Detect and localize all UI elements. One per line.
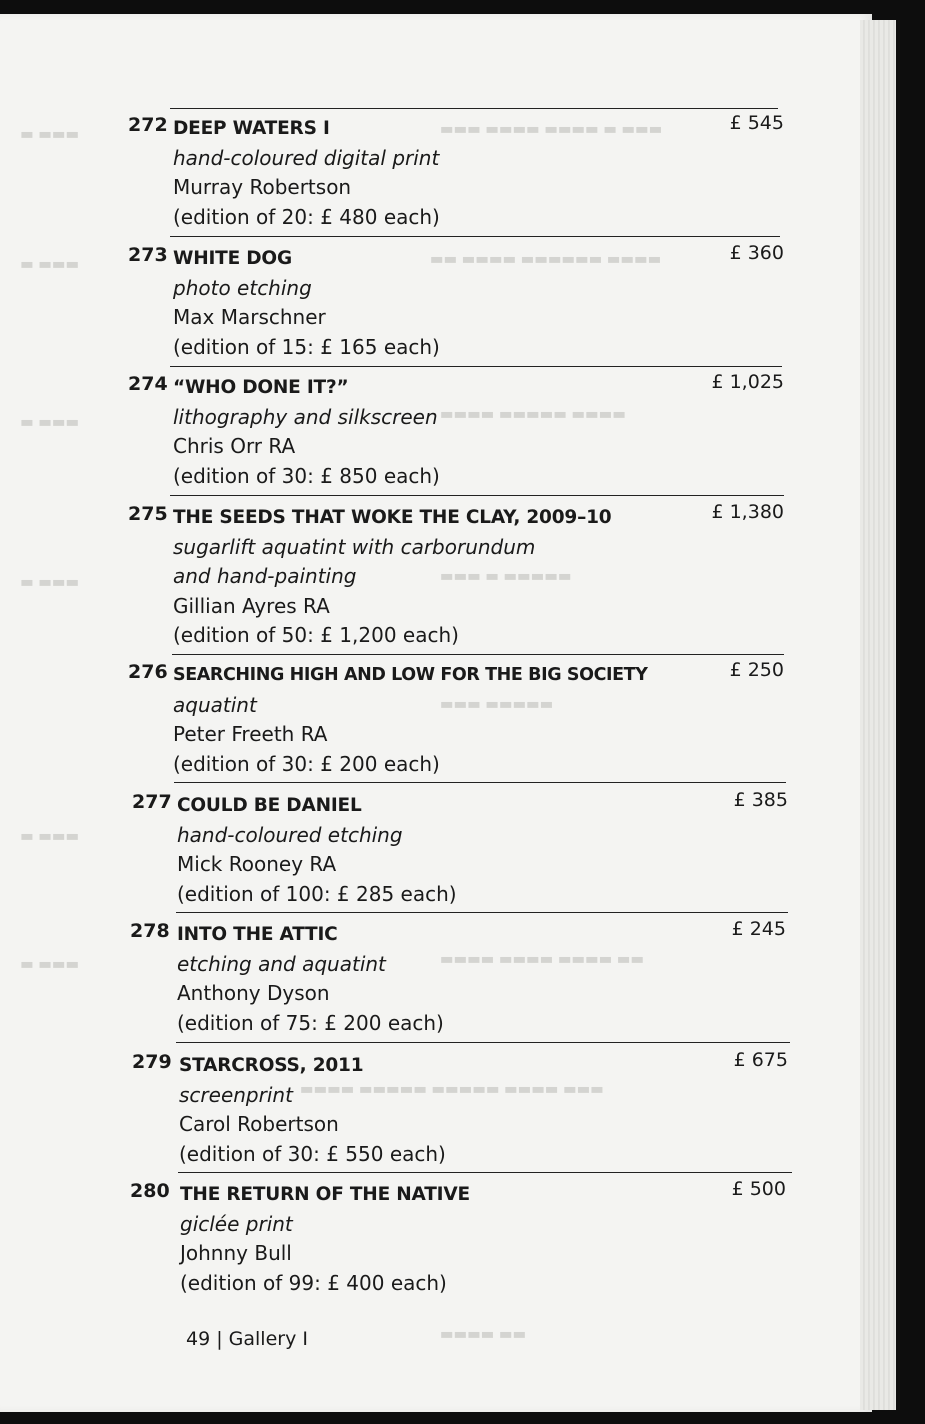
edition-info: (edition of 30: £ 850 each): [173, 463, 440, 488]
entry-number: 273: [128, 244, 168, 266]
edition-info: (edition of 30: £ 550 each): [179, 1141, 446, 1166]
artist-name: Mick Rooney RA: [177, 852, 337, 876]
artist-name: Anthony Dyson: [177, 981, 330, 1005]
artist-name: Carol Robertson: [179, 1112, 339, 1136]
artwork-title: SEARCHING HIGH AND LOW FOR THE BIG SOCIETY: [173, 665, 648, 685]
artwork-price: £ 1,025: [711, 371, 784, 393]
artist-name: Gillian Ayres RA: [173, 593, 330, 618]
artist-name: Chris Orr RA: [173, 434, 296, 458]
entry-divider: [170, 366, 782, 367]
entry-divider: [174, 782, 786, 783]
artwork-price: £ 500: [731, 1178, 786, 1200]
artwork-title: INTO THE ATTIC: [177, 924, 338, 945]
entry-number: 275: [128, 503, 168, 525]
artist-name: Murray Robertson: [173, 175, 352, 199]
edition-info: (edition of 75: £ 200 each): [177, 1010, 444, 1035]
catalogue-page: ▬▬▬ ▬ ▬▬▬▬ ▬▬▬▬ ▬▬▬ ▬ ▬▬▬ ▬▬▬▬ ▬▬▬▬▬▬ ▬▬▬▬ ▬▬ ▬ ▬▬▬ ▬▬▬▬ ▬▬▬▬▬ ▬▬▬▬ ▬ ▬▬▬ ▬▬▬▬▬ ▬ ▬▬▬ ▬ ▬▬▬ ▬▬▬▬▬ ▬▬▬ ▬ ▬▬▬ ▬▬ ▬▬▬▬ ▬▬▬▬ ▬▬▬▬ ▬ ▬▬▬ ▬▬▬ ▬▬▬▬ ▬▬▬▬▬ ▬▬▬▬▬ ▬▬▬▬ ▬▬ ▬▬▬▬ 272 DEEP WATERS I hand-coloured digital print Murray Robertson (edition of 20: £ 480 each) £ 545 273 WHITE DOG photo etching Max Marschner (edition of 15: £ 165 each) £ 360 274 “WHO DONE IT?” lithography and silkscreen Chris Orr RA (edition of 30: £ 850 each) £ 1,025 275 THE SEEDS THAT WOKE THE CLAY, 2009–10 sugarlift aquatint with carborundum and hand-painting Gillian Ayres RA (edition of 50: £ 1,200 each) £ 1,380 276 SEARCHING HIGH AND LOW FOR THE BIG SOCIETY aquatint Peter Freeth RA (edition of 30: £ 200 each) £ 250 277 COULD BE DANIEL hand-coloured etching Mick Rooney RA (edition of 100: £ 285 each) £ 385 278 INTO THE ATTIC etching and aquatint Anthony Dyson (edition of 75: £ 200 each) £ 245 279 STARCROSS, 2011 screenprint Carol Robertson (edition of 30: £ 550 each) £ 675 280 THE RETURN OF THE NATIVE giclée print Johnny Bull (edition of 99: £ 400 each) £ 500 49 | Gallery I: [0, 14, 872, 1412]
artwork-title: WHITE DOG: [173, 248, 292, 269]
entry-divider: [170, 495, 784, 496]
artwork-title: THE RETURN OF THE NATIVE: [180, 1184, 470, 1205]
artwork-medium: screenprint: [179, 1082, 293, 1107]
entry-number: 274: [128, 373, 168, 395]
artwork-price: £ 545: [729, 112, 784, 134]
artwork-medium: sugarlift aquatint with carborundum: [173, 534, 536, 559]
edition-info: (edition of 30: £ 200 each): [173, 751, 440, 776]
artwork-title: “WHO DONE IT?”: [173, 377, 349, 398]
page-edges: [860, 20, 896, 1410]
artist-name: Peter Freeth RA: [173, 722, 328, 746]
page-folio: 49 | Gallery I: [186, 1328, 308, 1350]
entry-divider: [172, 654, 784, 655]
artwork-price: £ 250: [729, 659, 784, 681]
artwork-medium: lithography and silkscreen: [173, 404, 438, 429]
artwork-price: £ 1,380: [711, 501, 784, 523]
artwork-medium: photo etching: [173, 275, 312, 300]
edition-info: (edition of 99: £ 400 each): [180, 1270, 447, 1295]
edition-info: (edition of 50: £ 1,200 each): [173, 623, 459, 647]
edition-info: (edition of 15: £ 165 each): [173, 334, 440, 359]
entry-number: 272: [128, 114, 168, 136]
artwork-title: THE SEEDS THAT WOKE THE CLAY, 2009–10: [173, 507, 612, 528]
artwork-medium: etching and aquatint: [177, 951, 386, 976]
entry-number: 276: [128, 661, 168, 683]
artwork-title: DEEP WATERS I: [173, 118, 330, 139]
artwork-medium: giclée print: [180, 1211, 293, 1236]
artwork-price: £ 360: [729, 242, 784, 264]
entry-number: 280: [130, 1180, 170, 1202]
artwork-medium-continued: and hand-painting: [173, 564, 357, 588]
edition-info: (edition of 100: £ 285 each): [177, 881, 457, 906]
artist-name: Johnny Bull: [180, 1241, 292, 1265]
edition-info: (edition of 20: £ 480 each): [173, 204, 440, 229]
entry-divider: [170, 236, 780, 237]
artwork-price: £ 385: [733, 789, 788, 811]
entry-divider: [176, 1042, 790, 1043]
entry-number: 277: [132, 791, 172, 813]
artwork-medium: hand-coloured digital print: [173, 145, 440, 170]
entry-divider: [178, 1172, 792, 1173]
artwork-title: STARCROSS, 2011: [179, 1055, 364, 1076]
artwork-medium: hand-coloured etching: [177, 822, 403, 847]
entry-divider: [176, 912, 788, 913]
entry-number: 279: [132, 1051, 172, 1073]
artwork-title: COULD BE DANIEL: [177, 795, 362, 816]
artwork-price: £ 245: [731, 918, 786, 940]
entry-number: 278: [130, 920, 170, 942]
artist-name: Max Marschner: [173, 305, 326, 329]
entry-divider: [170, 108, 778, 109]
artwork-price: £ 675: [733, 1049, 788, 1071]
artwork-medium: aquatint: [173, 692, 257, 717]
